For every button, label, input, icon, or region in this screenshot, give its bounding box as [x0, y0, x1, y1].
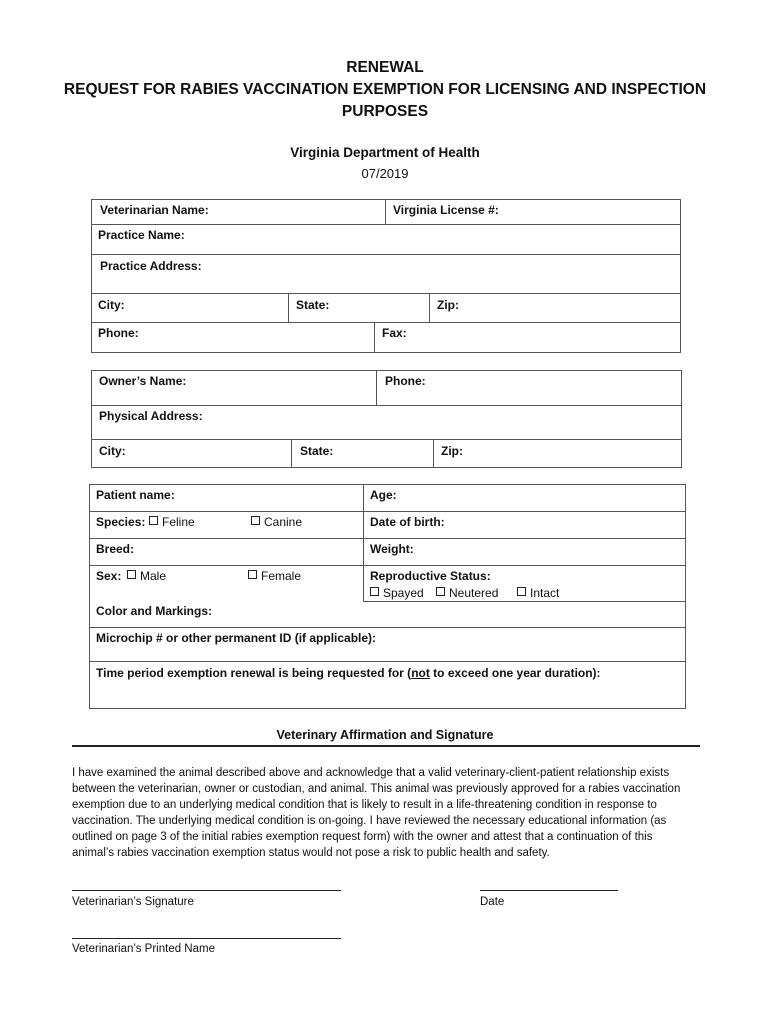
divider — [89, 565, 685, 566]
divider — [433, 439, 434, 467]
vet-signature-line[interactable] — [72, 890, 341, 891]
microchip-field[interactable]: Microchip # or other permanent ID (if applicable): — [96, 631, 377, 645]
form-title-renewal: RENEWAL — [346, 59, 424, 76]
time-period-field[interactable] — [96, 666, 601, 680]
affirmation-line: I have examined the animal described above and acknowledge that a valid veterinary-client-patient relationship exists — [72, 767, 670, 779]
checkbox-icon — [517, 587, 526, 596]
divider — [385, 199, 386, 224]
divider — [291, 439, 292, 467]
printed-name-line[interactable] — [72, 938, 341, 939]
time-period-text: Time period exemption renewal is being requested for ( — [96, 666, 412, 680]
patient-name-field[interactable]: Patient name: — [96, 488, 175, 502]
veterinarian-name-field[interactable]: Veterinarian Name: — [100, 203, 209, 217]
divider — [89, 538, 685, 539]
repro-intact-checkbox[interactable] — [517, 586, 559, 600]
species-label: Species: — [96, 515, 146, 529]
divider — [91, 405, 681, 406]
time-period-emphasis: not — [411, 666, 430, 680]
repro-neutered-checkbox[interactable] — [436, 586, 498, 600]
checkbox-label: Neutered — [449, 586, 499, 600]
date-of-birth-field[interactable]: Date of birth: — [370, 515, 445, 529]
checkbox-icon — [248, 570, 257, 579]
form-title: REQUEST FOR RABIES VACCINATION EXEMPTION FOR LICENSING AND INSPECTION — [63, 81, 707, 98]
divider — [89, 511, 685, 512]
section-divider — [72, 745, 700, 747]
divider — [363, 484, 364, 601]
owner-zip-field[interactable]: Zip: — [441, 444, 463, 458]
affirmation-text — [72, 765, 702, 861]
form-date: 07/2019 — [361, 166, 409, 181]
vet-zip-field[interactable]: Zip: — [437, 298, 459, 312]
color-markings-field[interactable]: Color and Markings: — [96, 604, 213, 618]
time-period-text-end: to exceed one year duration): — [429, 666, 601, 680]
sex-male-checkbox[interactable] — [127, 569, 166, 583]
checkbox-label: Canine — [264, 515, 303, 529]
agency-name: Virginia Department of Health — [290, 145, 480, 160]
checkbox-icon — [436, 587, 445, 596]
checkbox-label: Male — [140, 569, 167, 583]
practice-address-field[interactable]: Practice Address: — [100, 259, 202, 273]
divider — [288, 293, 289, 322]
checkbox-label: Female — [261, 569, 302, 583]
age-field[interactable]: Age: — [370, 488, 397, 502]
divider — [374, 322, 375, 352]
virginia-license-field[interactable]: Virginia License #: — [393, 203, 499, 217]
affirmation-line: vaccination. The underlying medical condition is on-going. I have reviewed the necessary educational information (as — [72, 815, 667, 827]
divider — [376, 370, 377, 405]
checkbox-icon — [127, 570, 136, 579]
species-feline-checkbox[interactable] — [149, 515, 195, 529]
owner-phone-field[interactable]: Phone: — [385, 374, 426, 388]
sex-label: Sex: — [96, 569, 122, 583]
physical-address-field[interactable]: Physical Address: — [99, 409, 203, 423]
printed-name-label: Veterinarian’s Printed Name — [72, 943, 215, 955]
divider — [91, 322, 680, 323]
sex-female-checkbox[interactable] — [248, 569, 301, 583]
repro-spayed-checkbox[interactable] — [370, 586, 424, 600]
affirmation-line: animal’s rabies vaccination exemption status would not pose a risk to public health and safety. — [72, 847, 550, 859]
form-title-cont: PURPOSES — [341, 103, 429, 120]
breed-field[interactable]: Breed: — [96, 542, 135, 556]
owner-state-field[interactable]: State: — [300, 444, 334, 458]
owner-name-field[interactable]: Owner’s Name: — [99, 374, 187, 388]
reproductive-status-label: Reproductive Status: — [370, 569, 491, 583]
practice-name-field[interactable]: Practice Name: — [98, 228, 185, 242]
divider — [89, 661, 685, 662]
date-label: Date — [480, 896, 505, 908]
checkbox-icon — [370, 587, 379, 596]
checkbox-label: Feline — [162, 515, 195, 529]
divider — [91, 439, 681, 440]
checkbox-label: Intact — [530, 586, 560, 600]
affirmation-line: exemption due to an underlying medical condition that is likely to result in a life-threatening condition in response to — [72, 799, 657, 811]
checkbox-label: Spayed — [383, 586, 424, 600]
owner-city-field[interactable]: City: — [99, 444, 126, 458]
affirmation-line: between the veterinarian, owner or custodian, and animal. This animal was previously approved for a rabies vaccination — [72, 783, 681, 795]
affirmation-line: outlined on page 3 of the initial rabies exemption request form) with the owner and attest that a continuation of this — [72, 831, 653, 843]
vet-phone-field[interactable]: Phone: — [98, 326, 139, 340]
date-line[interactable] — [480, 890, 618, 891]
vet-state-field[interactable]: State: — [296, 298, 330, 312]
species-canine-checkbox[interactable] — [251, 515, 302, 529]
divider — [429, 293, 430, 322]
affirmation-heading: Veterinary Affirmation and Signature — [276, 728, 494, 742]
divider — [91, 293, 680, 294]
checkbox-icon — [149, 516, 158, 525]
divider — [89, 627, 685, 628]
divider — [363, 601, 685, 602]
weight-field[interactable]: Weight: — [370, 542, 414, 556]
vet-signature-label: Veterinarian’s Signature — [72, 896, 194, 908]
divider — [91, 224, 680, 225]
divider — [91, 254, 680, 255]
vet-fax-field[interactable]: Fax: — [382, 326, 407, 340]
vet-city-field[interactable]: City: — [98, 298, 125, 312]
checkbox-icon — [251, 516, 260, 525]
